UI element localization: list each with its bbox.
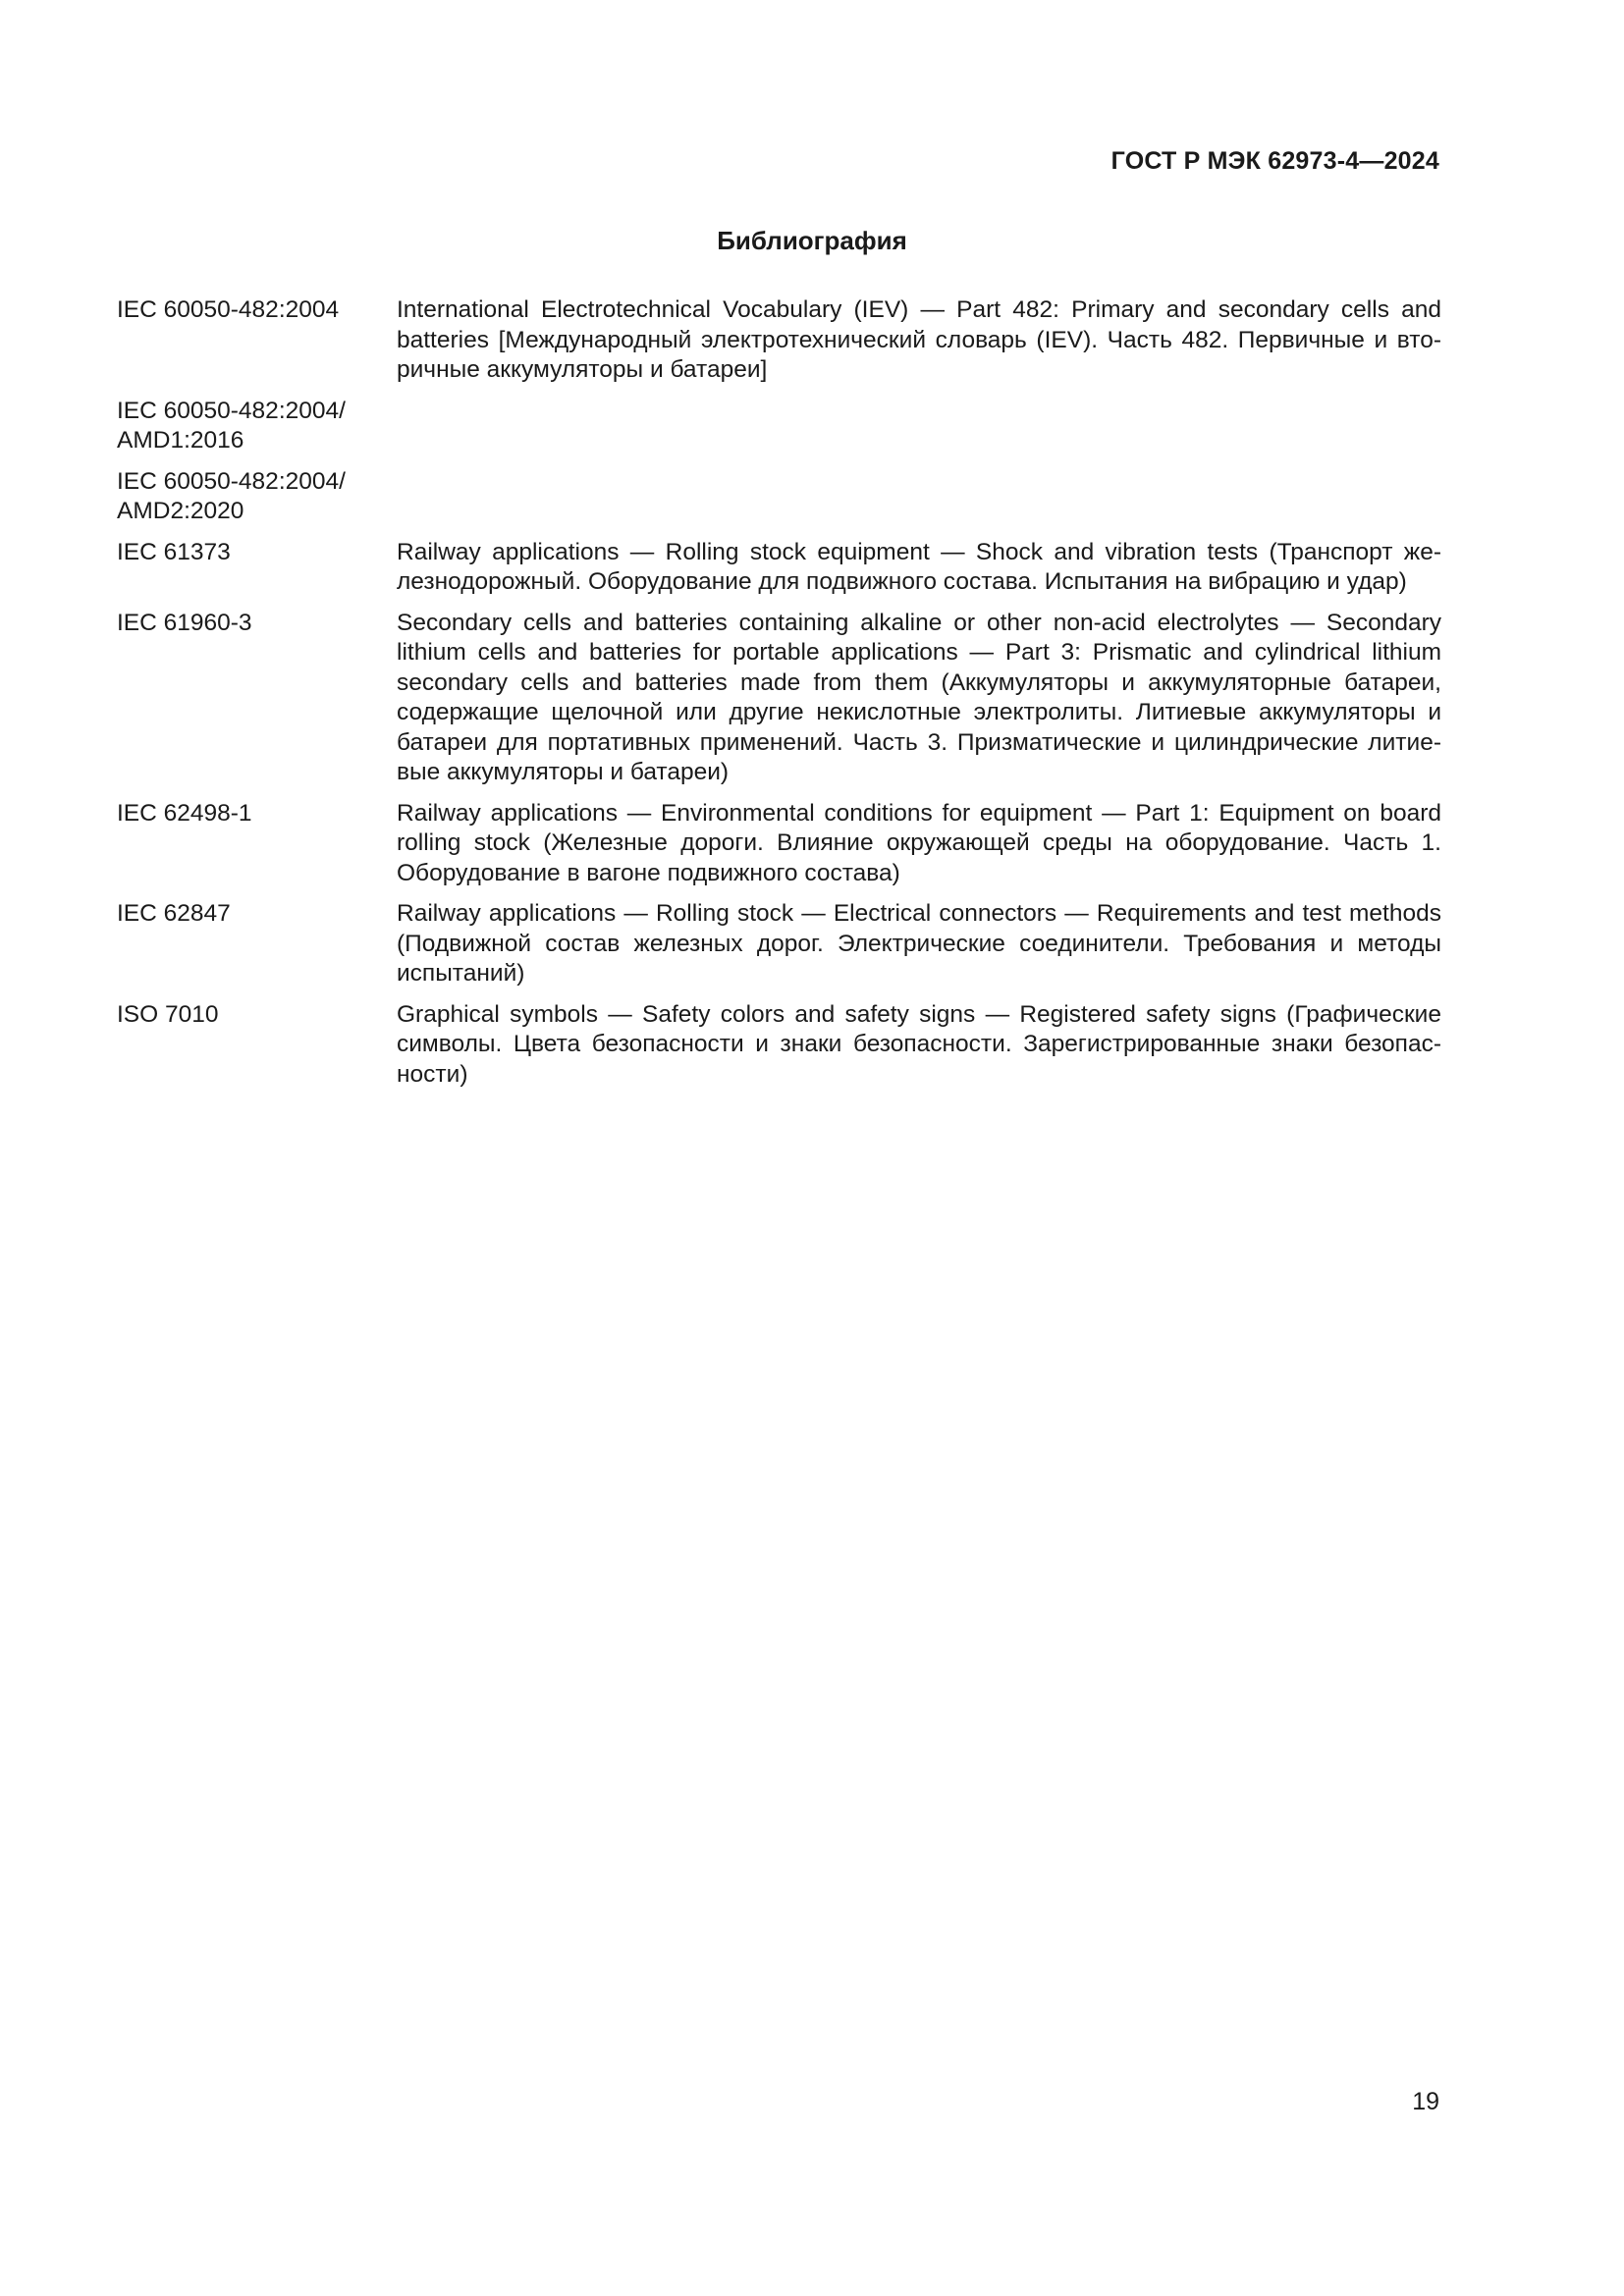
bibliography-title: Библиография <box>717 226 907 255</box>
reference-title: International Electrotechnical Vocabulary (IEV) — Part 482: Primary and secondary cells and batteries [Международный электротехнический словарь (IEV). Часть 482. Первичные и вторичные аккумуляторы и батареи] <box>397 296 1441 383</box>
document-header: ГОСТ Р МЭК 62973-4—2024 <box>1110 147 1439 175</box>
reference-title: Graphical symbols — Safety colors and safety signs — Registered safety signs (Графические символы. Цвета безопасности и знаки безопасности. Зарегистрированные знаки безопасности) <box>397 1000 1441 1088</box>
reference-code: IEC 62498-1 <box>117 799 252 827</box>
reference-code: IEC 61373 <box>117 538 231 565</box>
bibliography-list <box>117 295 1441 1100</box>
bibliography-entry <box>117 1000 1441 1091</box>
reference-code: IEC 60050-482:2004 <box>117 296 340 323</box>
reference-code: ISO 7010 <box>117 1000 219 1028</box>
reference-title: Secondary cells and batteries containing alkaline or other non-acid electrolytes — Secondary lithium cells and batteries for portable applications — Part 3: Prismatic and cylindrical lithium secondary cells and batteries made from them (Аккумуляторы и аккумуляторные батареи, содержащие щелочной или другие некислотные электролиты. Литиевые аккумуляторы и батареи для портативных применений. Часть 3. Призматические и цилиндрические литиевые аккумуляторы и батареи) <box>397 609 1441 785</box>
bibliography-entry <box>117 899 1441 989</box>
reference-code: IEC 61960-3 <box>117 609 252 636</box>
reference-code: IEC 62847 <box>117 900 231 927</box>
bibliography-entry <box>117 397 1441 456</box>
bibliography-entry <box>117 295 1441 386</box>
bibliography-entry <box>117 467 1441 527</box>
reference-code: IEC 60050-482:2004/ AMD1:2016 <box>117 397 346 454</box>
bibliography-entry <box>117 799 1441 889</box>
reference-title: Railway applications — Rolling stock equipment — Shock and vibration tests (Транспорт железнодорожный. Оборудование для подвижного состава. Испытания на вибрацию и удар) <box>397 538 1441 595</box>
reference-title: Railway applications — Rolling stock — Electrical connectors — Requirements and test methods (Подвижной состав железных дорог. Электрические соединители. Требования и методы испытаний) <box>397 900 1441 987</box>
page-number: 19 <box>1412 2088 1439 2115</box>
bibliography-entry <box>117 538 1441 598</box>
reference-title: Railway applications — Environmental conditions for equipment — Part 1: Equipment on board rolling stock (Железные дороги. Влияние окружающей среды на оборудование. Часть 1. Оборудование в вагоне подвижного состава) <box>397 799 1441 886</box>
reference-code: IEC 60050-482:2004/ AMD2:2020 <box>117 467 346 524</box>
bibliography-entry <box>117 609 1441 788</box>
